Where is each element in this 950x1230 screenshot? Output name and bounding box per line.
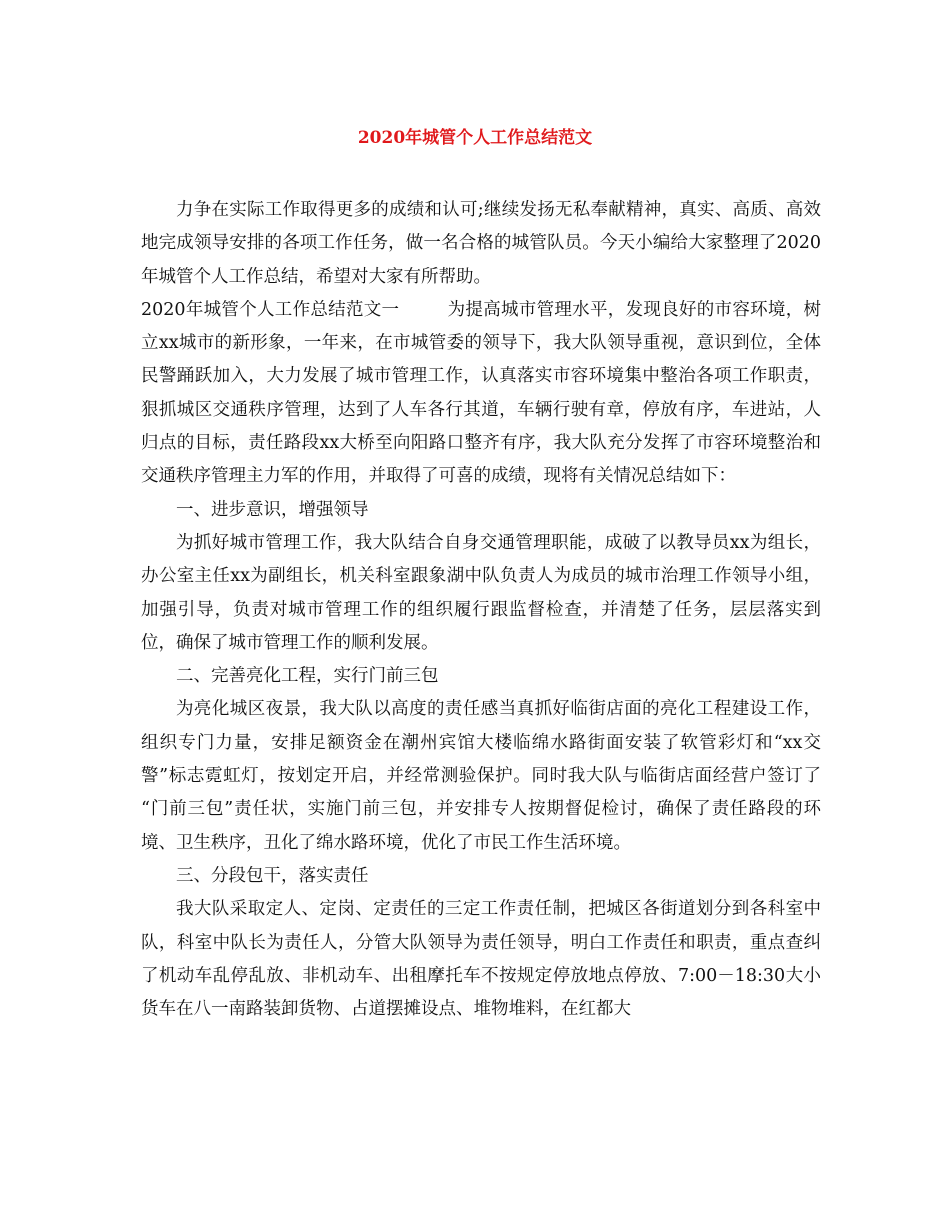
heading-1: 一、进步意识，增强领导 <box>176 499 369 520</box>
document-title: 2020年城管个人工作总结范文 <box>357 128 593 148</box>
intro-paragraph: 力争在实际工作取得更多的成绩和认可;继续发扬无私奉献精神，真实、高质、高效地完成领导安排的各项工作任务，做一名合格的城管队员。今天小编给大家整理了2020年城管个人工作总结，希望对大家有所帮助。 <box>141 200 821 287</box>
heading-3: 三、分段包干，落实责任 <box>176 865 369 886</box>
section-title: 2020年城管个人工作总结范文一 <box>141 299 400 320</box>
paragraph-3: 我大队采取定人、定岗、定责任的三定工作责任制，把城区各街道划分到各科室中队，科室中队长为责任人，分管大队领导为责任领导，明白工作责任和职责，重点查纠了机动车乱停乱放、非机动车、出租摩托车不按规定停放地点停放、7:00－18:30大小货车在八一南路装卸货物、占道摆摊设点、堆物堆料，在红都大 <box>141 899 821 1020</box>
paragraph-2: 为亮化城区夜景，我大队以高度的责任感当真抓好临街店面的亮化工程建设工作，组织专门力量，安排足额资金在潮州宾馆大楼临绵水路街面安装了软管彩灯和“xx交警”标志霓虹灯，按划定开启，并经常测验保护。同时我大队与临街店面经营户签订了 “门前三包”责任状，实施门前三包，并安排专人按期督促检讨，确保了责任路段的环境、卫生秩序，丑化了绵水路环境，优化了市民工作生活环境。 <box>141 699 821 853</box>
heading-2: 二、完善亮化工程，实行门前三包 <box>176 666 439 687</box>
section-body: 为提高城市管理水平，发现良好的市容环境，树立xx城市的新形象，一年来，在市城管委的领导下，我大队领导重视，意识到位，全体民警踊跃加入，大力发展了城市管理工作，认真落实市容环境集中整治各项工作职责，狠抓城区交通秩序管理，达到了人车各行其道，车辆行驶有章，停放有序，车进站，人归点的目标，责任路段xx大桥至向阳路口整齐有序，我大队充分发挥了市容环境整治和交通秩序管理主力军的作用，并取得了可喜的成绩，现将有关情况总结如下： <box>141 299 821 487</box>
paragraph-1: 为抓好城市管理工作，我大队结合自身交通管理职能，成破了以教导员xx为组长，办公室主任xx为副组长，机关科室跟象湖中队负责人为成员的城市治理工作领导小组，加强引导，负责对城市管理工作的组织履行跟监督检查，并清楚了任务，层层落实到位，确保了城市管理工作的顺利发展。 <box>141 532 821 653</box>
section-paragraph <box>141 294 821 494</box>
document-body <box>141 194 821 1026</box>
